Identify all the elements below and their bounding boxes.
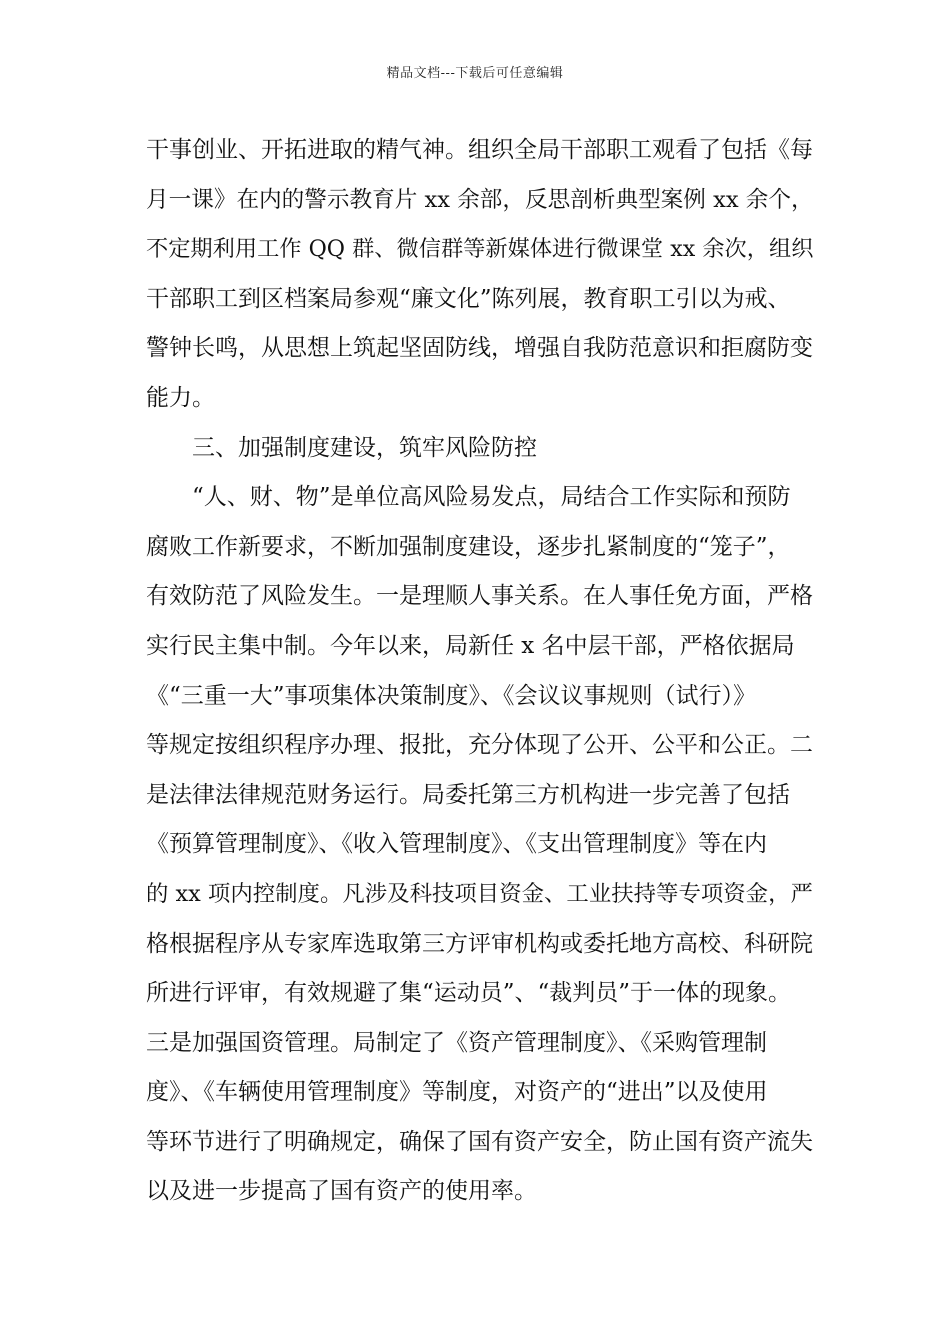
text-line: 警钟长鸣，从思想上筑起坚固防线，增强自我防范意识和拒腐防变	[146, 335, 813, 362]
text-line: 有效防范了风险发生。一是理顺人事关系。在人事任免方面，严格	[146, 583, 813, 610]
text-line: 实行民主集中制。今年以来，局新任 x 名中层干部，严格依据局	[146, 632, 795, 659]
text-line: 等规定按组织程序办理、报批，充分体现了公开、公平和公正。二	[146, 732, 813, 759]
section-heading: 三、加强制度建设，筑牢风险防控	[192, 434, 537, 461]
text-line: 的 xx 项内控制度。凡涉及科技项目资金、工业扶持等专项资金，严	[146, 880, 813, 907]
text-line: 腐败工作新要求，不断加强制度建设，逐步扎紧制度的“笼子”，	[146, 533, 791, 560]
document-body	[146, 126, 814, 1217]
text-line: 干部职工到区档案局参观“廉文化”陈列展，教育职工引以为戒、	[146, 285, 791, 312]
text-line: 三是加强国资管理。局制定了《资产管理制度》、《采购管理制	[146, 1029, 767, 1056]
text-line: 度》、《车辆使用管理制度》等制度，对资产的“进出”以及使用	[146, 1079, 768, 1106]
text-line: 格根据程序从专家库选取第三方评审机构或委托地方高校、科研院	[146, 930, 813, 957]
text-line: 月一课》在内的警示教育片 xx 余部，反思剖析典型案例 xx 余个，	[146, 186, 814, 213]
text-line: 《“三重一大”事项集体决策制度》、《会议议事规则（试行）》	[146, 682, 757, 709]
text-line: 《预算管理制度》、《收入管理制度》、《支出管理制度》等在内	[146, 831, 767, 858]
text-line: 不定期利用工作 QQ 群、微信群等新媒体进行微课堂 xx 余次，组织	[146, 236, 814, 263]
text-line: 以及进一步提高了国有资产的使用率。	[146, 1178, 537, 1205]
page-header: 精品文档---下载后可任意编辑	[386, 66, 564, 81]
text-line: 是法律法律规范财务运行。局委托第三方机构进一步完善了包括	[146, 781, 790, 808]
text-line: “人、财、物”是单位高风险易发点，局结合工作实际和预防	[192, 484, 791, 511]
text-line: 等环节进行了明确规定，确保了国有资产安全，防止国有资产流失	[146, 1128, 813, 1155]
text-line: 能力。	[146, 384, 215, 411]
text-line: 所进行评审，有效规避了集“运动员”、“裁判员”于一体的现象。	[146, 980, 792, 1007]
text-line: 干事创业、开拓进取的精气神。组织全局干部职工观看了包括《每	[146, 137, 813, 163]
